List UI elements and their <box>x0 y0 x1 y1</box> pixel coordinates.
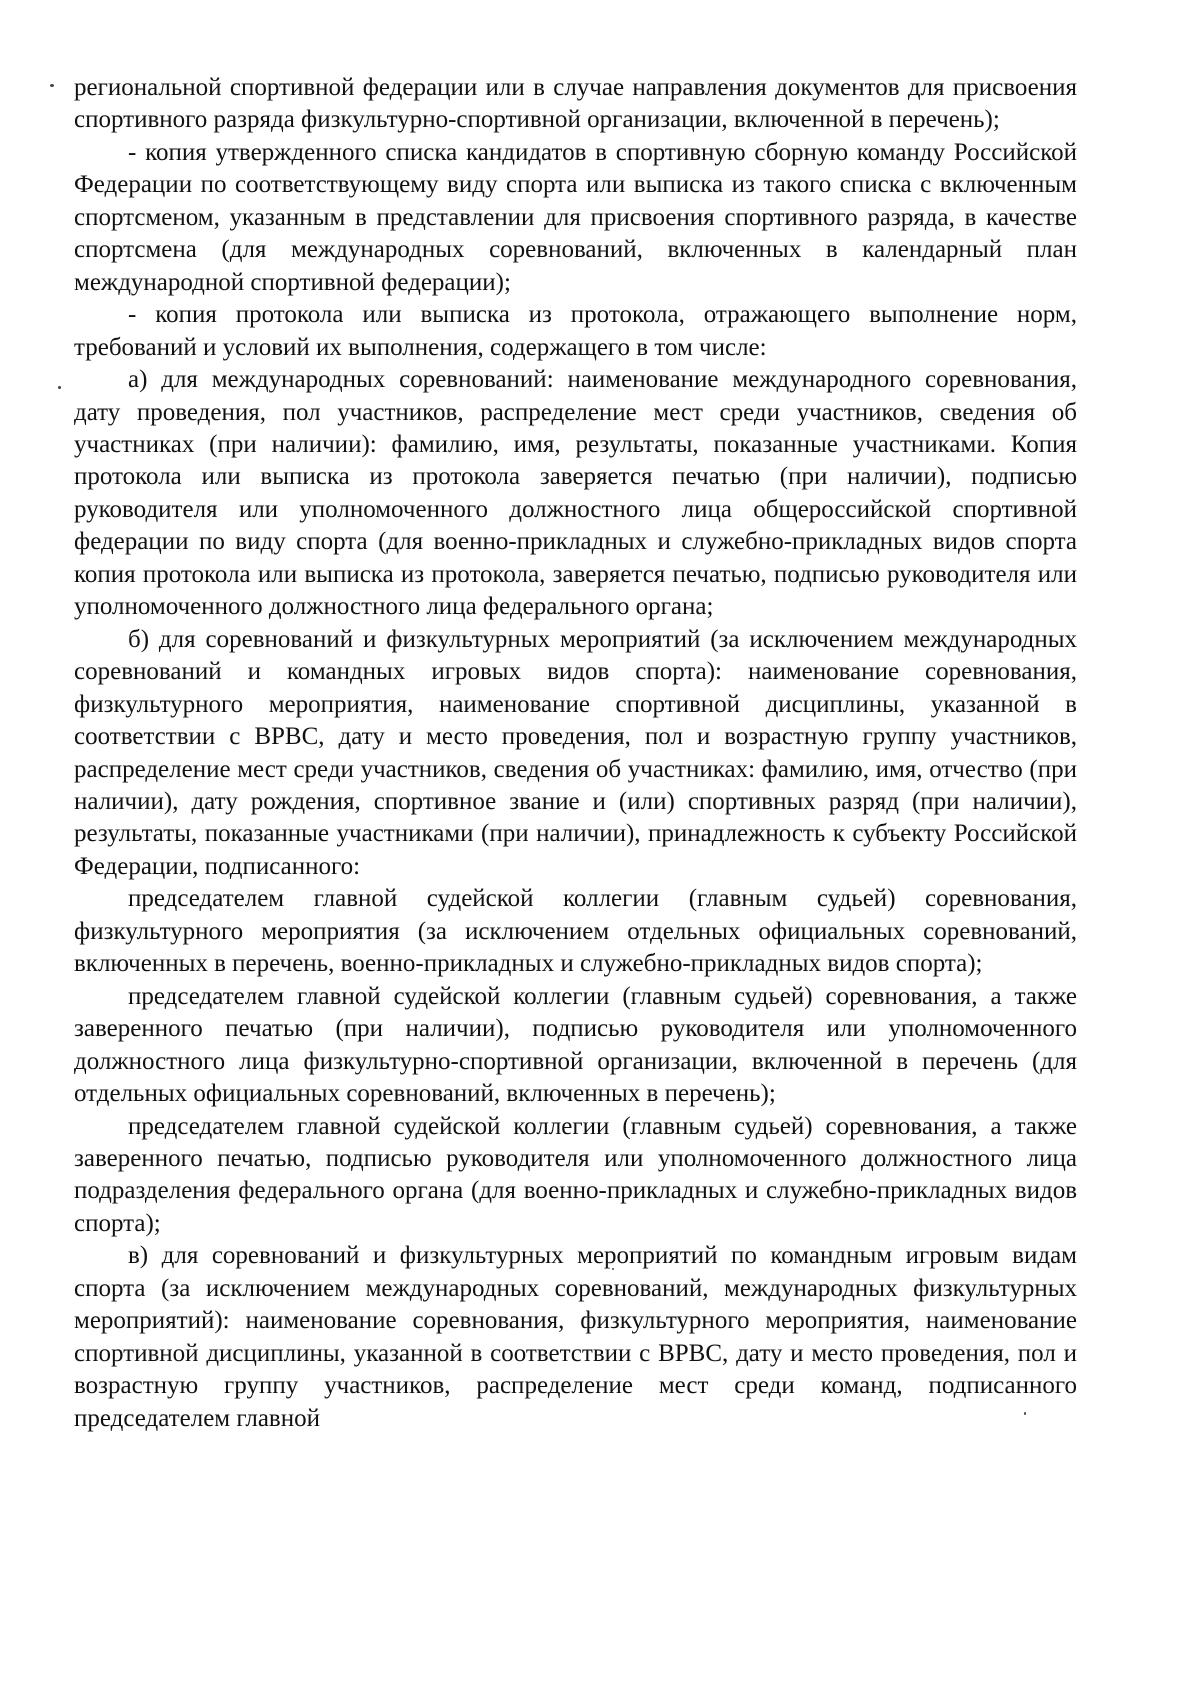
paragraph-protocol-copy: - копия протокола или выписка из протокола, отражающего выполнение норм, требований и условий их выполнения, содержащего в том числе: <box>74 301 1077 361</box>
scan-speck <box>50 84 54 87</box>
paragraph-signatory-2: председателем главной судейской коллегии (главным судьей) соревнования, а также заверенного печатью (при наличии), подписью руководителя или уполномоченного должностного лица физкультурно-спортивной организации, включенной в перечень (для отдельных официальных соревнований, включенных в перечень); <box>74 982 1077 1108</box>
paragraph-signatory-3: председателем главной судейской коллегии (главным судьей) соревнования, а также заверенного печатью, подписью руководителя или уполномоченного должностного лица подразделения федерального органа (для военно-прикладных и служебно-прикладных видов спорта); <box>74 1112 1077 1237</box>
paragraph-item-v: в) для соревнований и физкультурных мероприятий по командным игровым видам спорта (за исключением международных соревнований, международных физкультурных мероприятий): наименование соревнования, физкультурного мероприятия, наименование спортивной дисциплины, указанной в соответствии с ВРВС, дату и место проведения, пол и возрастную группу участников, распределение мест среди команд, подписанного председателем главной <box>74 1242 1077 1432</box>
paragraph-item-b: б) для соревнований и физкультурных мероприятий (за исключением международных соревнований и командных игровых видов спорта): наименование соревнования, физкультурного мероприятия, наименование спортивной дисциплины, указанной в соответствии с ВРВС, дату и место проведения, пол и возрастную группу участников, распределение мест среди участников, сведения об участниках: фамилию, имя, отчество (при наличии), дату рождения, спортивное звание и (или) спортивных разряд (при наличии), результаты, показанные участниками (при наличии), принадлежность к субъекту Российской Федерации, подписанного: <box>74 625 1077 880</box>
paragraph-signatory-1: председателем главной судейской коллегии (главным судьей) соревнования, физкультурного мероприятия (за исключением отдельных официальных соревнований, включенных в перечень, военно-прикладных и служебно-прикладных видов спорта); <box>74 885 1077 978</box>
scan-speck <box>58 386 61 389</box>
document-body <box>74 72 1077 1435</box>
paragraph-candidates-list: - копия утвержденного списка кандидатов в спортивную сборную команду Российской Федерации по соответствующему виду спорта или выписка из такого списка с включенным спортсменом, указанным в представлении для присвоения спортивного разряда, в качестве спортсмена (для международных соревнований, включенных в календарный план международной спортивной федерации); <box>74 138 1077 296</box>
paragraph-continuation: региональной спортивной федерации или в случае направления документов для присвоения спортивного разряда физкультурно-спортивной организации, включенной в перечень); <box>74 74 1077 134</box>
paragraph-item-a: а) для международных соревнований: наименование международного соревнования, дату проведения, пол участников, распределение мест среди участников, сведения об участниках (при наличии): фамилию, имя, результаты, показанные участниками. Копия протокола или выписка из протокола заверяется печатью (при наличии), подписью руководителя или уполномоченного должностного лица общероссийской спортивной федерации по виду спорта (для военно-прикладных и служебно-прикладных видов спорта копия протокола или выписка из протокола, заверяется печатью, подписью руководителя или уполномоченного должностного лица федерального органа; <box>74 366 1077 621</box>
